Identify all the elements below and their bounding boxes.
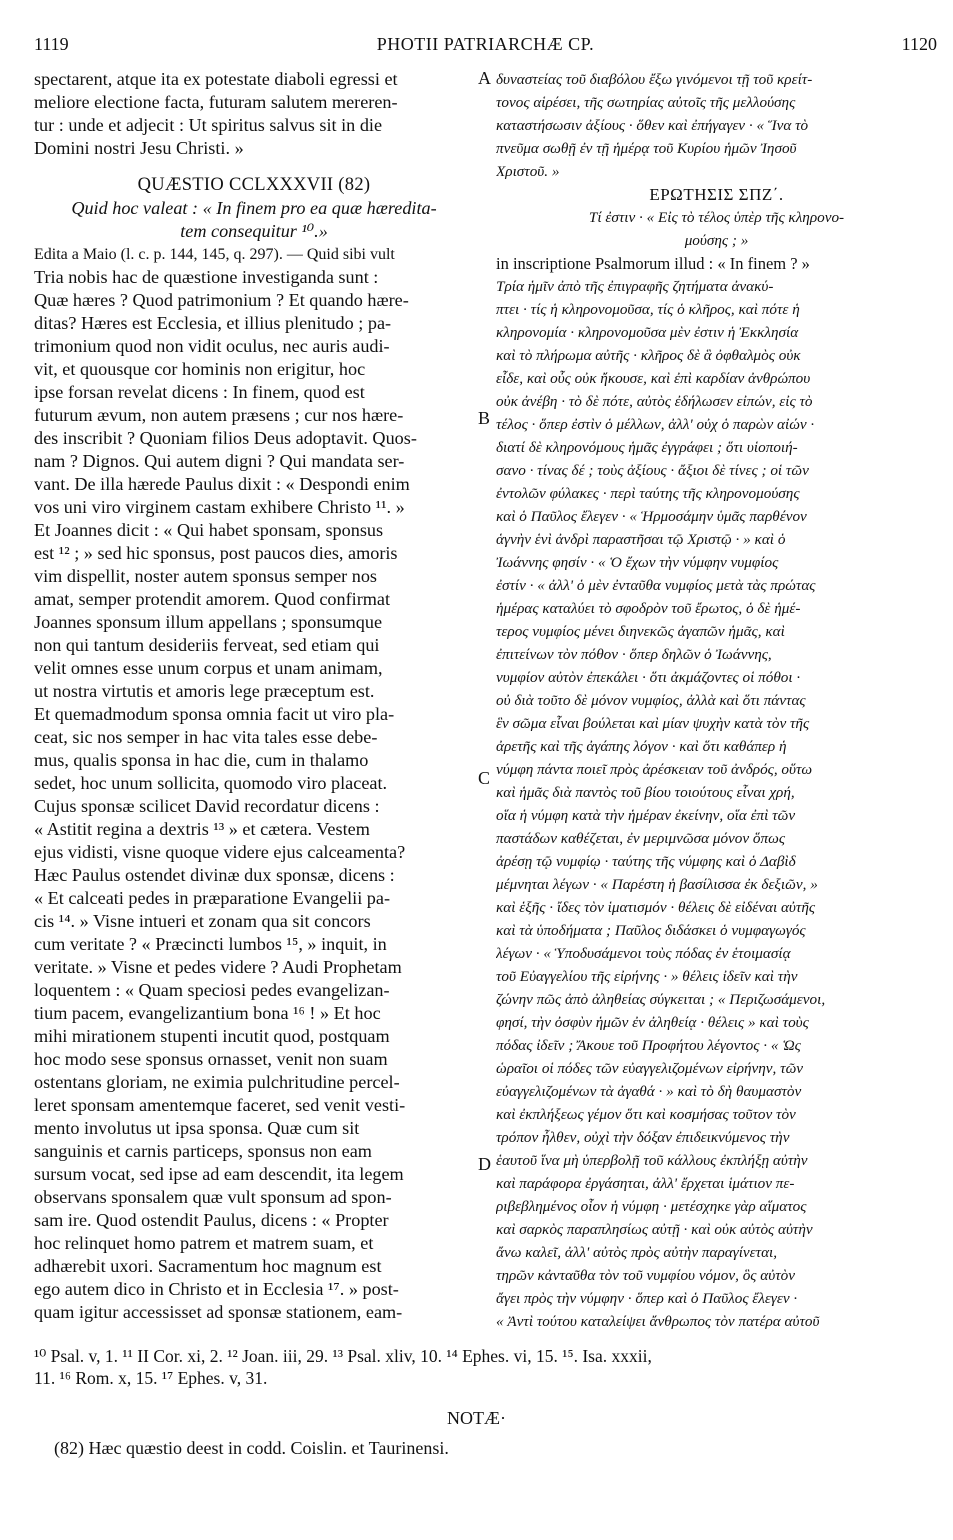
latin-text-line: Hæc Paulus ostendet divinæ dux sponsæ, dicens :	[34, 865, 395, 885]
latin-text-line: veritate. » Visne et pedes videre ? Audi Prophetam	[34, 957, 402, 977]
latin-text-line: ostentans gloriam, ne eximia pulchritudine percel-	[34, 1072, 400, 1092]
greek-text-line: καὶ ἑξῆς · ἴδες τὸν ἱματισμόν · θέλεις δὲ εἰδέναι αὐτῆς	[496, 899, 816, 916]
greek-text-line: παστάδων καθέζεται, ἐν μεριμνῶσα μόνον ὅπως	[496, 830, 786, 847]
greek-text-line: ἐστίν · « ἀλλ' ὁ μὲν ἐνταῦθα νυμφίος μετὰ τὰς πρώτας	[496, 577, 816, 594]
greek-text-line: φησί, τὴν ὀσφὺν ἡμῶν ἐν ἀληθείᾳ · θέλεις » καὶ τοὺς	[496, 1014, 809, 1031]
latin-column	[34, 68, 474, 1324]
latin-text-line: vant. De illa hærede Paulus dixit : « Despondi enim	[34, 474, 410, 494]
greek-text-line: ριβεβλημένος οἷον ἡ νύμφη · μετέσχηκε γὰρ αἵματος	[496, 1198, 807, 1215]
greek-text-line: ἀρετῆς καὶ τῆς ἀγάπης λόγον · καὶ ὅτι καθάπερ ἡ	[496, 738, 787, 755]
greek-text-line: ἑαυτοῦ ἵνα μὴ ὑπερβολῇ τοῦ κάλλους ἐκπλήξῃ αὐτὴν	[496, 1152, 808, 1169]
greek-text-line: ἓν σῶμα εἶναι βούλεται καὶ μίαν ψυχὴν κατὰ τὸν τῆς	[496, 715, 810, 732]
latin-text-line: Quæ hæres ? Quod patrimonium ? Et quando hære-	[34, 290, 409, 310]
latin-text-line: non qui tantum desideriis ferveat, sed etiam qui	[34, 635, 380, 655]
greek-text-line: ὡραῖοι οἱ πόδες τῶν εὐαγγελιζομένων εἰρήνην, τῶν	[496, 1060, 804, 1077]
greek-text-line: πτει · τίς ἡ κληρονομοῦσα, τίς ὁ κλῆρος, καὶ πότε ἡ	[496, 301, 800, 318]
greek-question-title: ΕΡΩΤΗΣΙΣ ΣΠΖ΄.	[649, 185, 784, 204]
greek-text-line: νυμφίον αὐτὸν ἐπεκάλει · ὅτι ἀκμάζοντες οἱ πόθοι ·	[496, 669, 801, 686]
latin-text-line: Et quemadmodum sponsa omnia facit ut viro pla-	[34, 704, 395, 724]
latin-text-line: ceat, sic nos semper in hac vita tales esse debe-	[34, 727, 378, 747]
greek-column	[496, 68, 937, 1333]
greek-text-line: οὐ διὰ τοῦτο δὲ μόνον νυμφίος, ἀλλὰ καὶ ὅτι πάντας	[496, 692, 806, 709]
greek-text-line: ἄγει πρὸς τὴν νύμφην · ὅπερ καὶ ὁ Παῦλος ἔλεγεν ·	[496, 1290, 798, 1307]
latin-body-text	[34, 266, 474, 1324]
margin-marker-b: B	[478, 408, 491, 428]
latin-text-line: Domini nostri Jesu Christi. »	[34, 138, 244, 158]
latin-text-line: ipse forsan revelat dicens : In finem, quod est	[34, 382, 365, 402]
greek-text-line: Ἰωάννης φησίν · « Ὁ ἔχων τὴν νύμφην νυμφίος	[496, 554, 779, 571]
page-number-right: 1120	[901, 34, 937, 54]
latin-text-line: leret sponsam amentemque faceret, sed venit vesti-	[34, 1095, 406, 1115]
latin-text-line: vos uni viro virginem castam exhibere Christo ¹¹. »	[34, 497, 405, 517]
margin-marker-a: A	[478, 68, 491, 88]
page-number-left: 1119	[34, 34, 69, 54]
latin-question-subtitle-1: Quid hoc valeat : « In finem pro ea quæ hæredita-	[71, 198, 437, 218]
latin-text-line: tium pacem, evangelizantium bona ¹⁶ ! » Et hoc	[34, 1003, 381, 1023]
margin-marker-c: C	[478, 768, 491, 788]
latin-text-line: sam ire. Quod ostendit Paulus, dicens : « Propter	[34, 1210, 389, 1230]
greek-edition-line: in inscriptione Psalmorum illud : « In finem ? »	[496, 254, 810, 273]
greek-text-line: οἵα ἡ νύμφη κατὰ τὴν ἡμέραν ἐκείνην, οἵα ἐπὶ τῶν	[496, 807, 796, 824]
latin-text-line: mihi mirationem stupenti incutit quod, postquam	[34, 1026, 390, 1046]
greek-text-line: πόδας ἰδεῖν ; Ἄκουε τοῦ Προφήτου λέγοντος · « Ὡς	[496, 1037, 801, 1054]
greek-text-line: εὐαγγελιζομένων τὰ ἀγαθά · » καὶ τὸ δὴ θαυμαστὸν	[496, 1083, 802, 1100]
greek-text-line: καὶ τὸ πλήρωμα αὐτῆς · κλῆρος δὲ ἃ ὀφθαλμὸς οὐκ	[496, 347, 801, 364]
greek-question-subtitle-2: μούσης ; »	[684, 232, 749, 249]
greek-text-line: κληρονομία · κληρονομοῦσα μὲν ἐστιν ἡ Ἐκκλησία	[496, 324, 799, 341]
greek-text-line: τοῦ Εὐαγγελίου τῆς εἰρήνης · » θέλεις ἰδεῖν καὶ τὴν	[496, 968, 798, 985]
text-columns	[34, 68, 937, 1338]
latin-text-line: hoc modo sese sponsus ornasset, venit non suam	[34, 1049, 388, 1069]
greek-text-line: καταστήσωσιν ἀξίους · ὅθεν καὶ ἐπήγαγεν · « Ἵνα τὸ	[496, 117, 809, 134]
greek-text-line: μέμνηται λέγων · « Παρέστη ἡ βασίλισσα ἐκ δεξιῶν, »	[496, 876, 818, 893]
latin-text-line: loquentem : « Quam speciosi pedes evangelizan-	[34, 980, 390, 1000]
latin-text-line: meliore electione facta, futuram salutem mereren-	[34, 92, 398, 112]
greek-body-text	[496, 275, 937, 1333]
footnote-line-2: 11. ¹⁶ Rom. x, 15. ¹⁷ Ephes. v, 31.	[34, 1368, 268, 1388]
latin-text-line: velit omnes esse unum corpus et unam animam,	[34, 658, 383, 678]
greek-text-line: τερος νυμφίος μένει διηνεκῶς ἀγαπῶν ἡμᾶς, καὶ	[496, 623, 785, 640]
greek-text-line: λέγων · « Ὑποδυσάμενοι τοὺς πόδας ἐν ἑτοιμασίᾳ	[496, 945, 791, 962]
latin-text-line: des inscribit ? Quoniam filios Deus adoptavit. Quos-	[34, 428, 417, 448]
greek-text-line: δυναστείας τοῦ διαβόλου ἔξω γινόμενοι τῇ τοῦ κρείτ-	[496, 71, 813, 88]
greek-text-line: ἁγνὴν ἑνὶ ἀνδρὶ παραστῆσαι τῷ Χριστῷ · » καὶ ὁ	[496, 531, 786, 548]
greek-text-line: καὶ ἡμᾶς διὰ παντὸς τοῦ βίου τοιούτους εἶναι χρή,	[496, 784, 795, 801]
latin-text-line: amat, semper protendit amorem. Quod confirmat	[34, 589, 391, 609]
latin-text-line: est ¹² ; » sed hic sponsus, post paucos dies, amoris	[34, 543, 398, 563]
notae-text: (82) Hæc quæstio deest in codd. Coislin. et Taurinensi.	[54, 1438, 449, 1458]
greek-text-line: καὶ σαρκὸς παραπλησίως αὐτῇ · καὶ οὐκ αὐτὸς αὐτὴν	[496, 1221, 813, 1238]
greek-text-line: Χριστοῦ. »	[496, 163, 560, 180]
notae-title: NOTÆ·	[447, 1408, 506, 1428]
greek-text-line: τονος αἱρέσει, τῆς σωτηρίας αὐτοῖς τῆς μελλούσης	[496, 94, 796, 111]
latin-text-line: spectarent, atque ita ex potestate diaboli egressi et	[34, 69, 398, 89]
latin-text-line: mus, qualis sponsa in hac die, cum in thalamo	[34, 750, 369, 770]
latin-question-title: QUÆSTIO CCLXXXVII (82)	[137, 175, 371, 195]
greek-text-line: Τρία ἡμῖν ἀπὸ τῆς ἐπιγραφῆς ζητήματα ἀνακύ-	[496, 278, 774, 295]
latin-text-line: ejus vidisti, visne quoque videre ejus calceamenta?	[34, 842, 406, 862]
greek-text-line: καὶ παράφορα ἐργάσηται, ἀλλ' ἔρχεται ἱμάτιον πε-	[496, 1175, 795, 1192]
greek-text-line: ἐπιτείνων τὸν πόθον · ὅπερ δηλῶν ὁ Ἰωάννης,	[496, 646, 772, 663]
latin-text-line: quam igitur accessisset ad sponsæ stationem, eam-	[34, 1302, 403, 1322]
latin-text-line: ego autem dico in Christo et in Ecclesia ¹⁷. » post-	[34, 1279, 399, 1299]
latin-text-line: tur : unde et adjecit : Ut spiritus salvus sit in die	[34, 115, 383, 135]
greek-question-subtitle-1: Τί ἐστιν · « Εἰς τὸ τέλος ὑπὲρ τῆς κληρονο-	[588, 209, 845, 226]
latin-text-line: « Astitit regina a dextris ¹³ » et cætera. Vestem	[34, 819, 370, 839]
latin-text-line: sanguinis et carnis particeps, sponsus non eam	[34, 1141, 372, 1161]
latin-text-line: trimonium quod non vidit oculus, nec auris audi-	[34, 336, 390, 356]
greek-text-line: « Ἀντὶ τούτου καταλείψει ἄνθρωπος τὸν πατέρα αὐτοῦ	[496, 1313, 820, 1330]
greek-text-line: τέλος · ὅπερ ἐστὶν ὁ μέλλων, ἀλλ' οὐχ ὁ παρὼν αἰών ·	[496, 416, 815, 433]
latin-text-line: « Et calceati pedes in præparatione Evangelii pa-	[34, 888, 391, 908]
latin-text-line: vit, et quousque cor hominis non erigitur, hoc	[34, 359, 366, 379]
latin-text-line: cum veritate ? « Præcincti lumbos ¹⁵, » inquit, in	[34, 934, 387, 954]
latin-text-line: Joannes sponsum illum appellans ; sponsumque	[34, 612, 383, 632]
greek-text-line: οὐκ ἀνέβη · τὸ δὲ πότε, αὐτὸς ἐδήλωσεν εἰπών, εἰς τὸ	[496, 393, 813, 410]
greek-text-line: νύμφη πάντα ποιεῖ πρὸς ἀρέσκειαν τοῦ ἀνδρός, οὕτω	[496, 761, 813, 778]
latin-text-line: adhærebit uxori. Sacramentum hoc magnum est	[34, 1256, 382, 1276]
greek-text-line: τρόπον ἦλθεν, οὐχὶ τὴν δόξαν ἐπιδεικνύμενος τὴν	[496, 1129, 790, 1146]
greek-text-line: καὶ ἐκπλήξεως γέμον ὅτι καὶ κοσμήσας τοῦτον τὸν	[496, 1106, 796, 1123]
latin-text-line: sedet, hoc unum sollicita, quomodo viro placeat.	[34, 773, 388, 793]
latin-text-line: observans sponsalem quæ vult sponsum ad spon-	[34, 1187, 392, 1207]
latin-opening-lines	[34, 68, 474, 160]
latin-text-line: nam ? Dignos. Qui autem digni ? Qui mandata ser-	[34, 451, 405, 471]
greek-text-line: τηρῶν κἀνταῦθα τὸν τοῦ νυμφίου νόμον, ὃς αὐτὸν	[496, 1267, 795, 1284]
latin-question-subtitle-2: tem consequitur ¹⁰.»	[180, 221, 328, 241]
latin-text-line: cis ¹⁴. » Visne intueri et zonam qua sit concors	[34, 911, 371, 931]
greek-text-line: διατί δὲ κληρονόμους ἡμᾶς ἐγγράφει ; ὅτι υἱοποιή-	[496, 439, 798, 456]
latin-text-line: Cujus sponsæ scilicet David recordatur dicens :	[34, 796, 380, 816]
greek-text-line: ἐντολῶν φύλακες · περὶ ταύτης τῆς κληρονομούσης	[496, 485, 800, 502]
latin-text-line: Tria nobis hac de quæstione investiganda sunt :	[34, 267, 379, 287]
latin-text-line: mento involutus ut ipsa sponsa. Quæ cum sit	[34, 1118, 360, 1138]
latin-text-line: sursum vocat, sed ipse ad eam descendit, ita legem	[34, 1164, 404, 1184]
greek-text-line: ἀρέσῃ τῷ νυμφίῳ · ταύτης τῆς νύμφης καὶ ὁ Δαβὶδ	[496, 853, 796, 870]
greek-text-line: εἶδε, καὶ οὖς οὐκ ἤκουσε, καὶ ἐπὶ καρδίαν ἀνθρώπου	[496, 370, 811, 387]
margin-marker-d: D	[478, 1154, 491, 1174]
latin-text-line: hoc relinquet homo patrem et matrem suam, et	[34, 1233, 374, 1253]
running-title: PHOTII PATRIARCHÆ CP.	[376, 34, 595, 54]
latin-text-line: ditas? Hæres est Ecclesia, et illius plenitudo ; pa-	[34, 313, 392, 333]
greek-text-line: πνεῦμα σωθῇ ἐν τῇ ἡμέρᾳ τοῦ Κυρίου ἡμῶν Ἰησοῦ	[496, 140, 797, 157]
footnotes	[34, 1345, 937, 1389]
latin-text-line: Et Joannes dicit : « Qui habet sponsam, sponsus	[34, 520, 384, 540]
greek-text-line: ζώνην πῶς ἀπὸ ἀληθείας σύγκειται ; « Περιζωσάμενοι,	[496, 991, 826, 1008]
latin-text-line: ut nostra virtutis et amoris lege præceptum est.	[34, 681, 375, 701]
greek-opening-lines	[496, 68, 937, 183]
greek-text-line: ἡμέρας καταλύει τὸ σφοδρὸν τοῦ ἔρωτος, ὁ δὲ ἡμέ-	[496, 600, 801, 617]
footnote-line-1: ¹⁰ Psal. v, 1. ¹¹ II Cor. xi, 2. ¹² Joan. iii, 29. ¹³ Psal. xliv, 10. ¹⁴ Ephes. vi, 15. ¹⁵. Isa. xxxii,	[34, 1346, 652, 1366]
running-head	[34, 34, 937, 58]
greek-text-line: σανο · τίνας δέ ; τοὺς ἀξίους · ἄξιοι δὲ τίνες ; οἱ τῶν	[496, 462, 809, 479]
greek-text-line: ἄνω καλεῖ, ἀλλ' αὐτὸς πρὸς αὐτὴν παραγίνεται,	[496, 1244, 778, 1261]
greek-text-line: καὶ ὁ Παῦλος ἔλεγεν · « Ἡρμοσάμην ὑμᾶς παρθένον	[496, 508, 807, 525]
greek-text-line: καὶ τὰ ὑποδήματα ; Παῦλος διδάσκει ὁ νυμφαγωγός	[496, 922, 806, 939]
latin-text-line: vim dispellit, noster autem sponsus semper nos	[34, 566, 378, 586]
latin-edition-line: Edita a Maio (l. c. p. 144, 145, q. 297). — Quid sibi vult	[34, 246, 395, 263]
latin-text-line: futurum ævum, non autem præsens ; cur nos hære-	[34, 405, 404, 425]
